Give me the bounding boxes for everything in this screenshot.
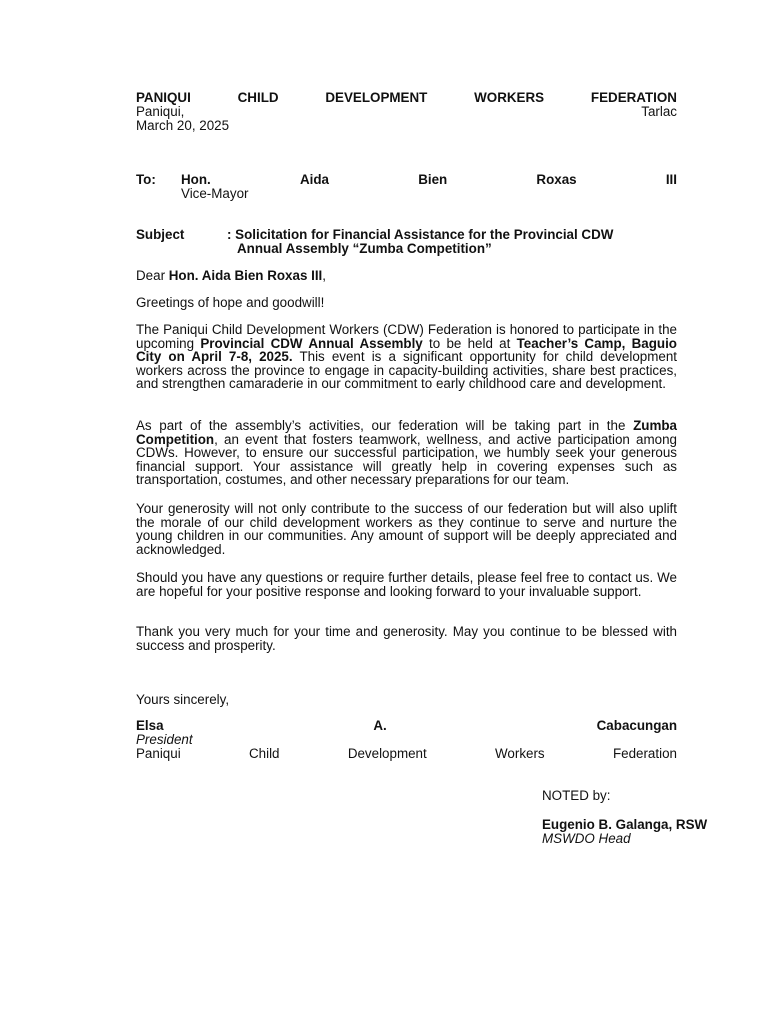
noted-title: MSWDO Head <box>542 831 631 846</box>
signatory-org-word: Development <box>347 746 427 761</box>
subject-line-1: : Solicitation for Financial Assistance for the Provincial CDW <box>227 227 614 242</box>
recipient-name <box>181 173 677 187</box>
recipient-word: III <box>665 172 677 187</box>
signatory-name <box>136 719 677 733</box>
signatory-org-word: Paniqui <box>136 746 181 761</box>
signatory-word: Cabacungan <box>596 718 677 733</box>
salutation <box>136 269 326 283</box>
paragraph-bold: Zumba Competition <box>136 418 677 447</box>
address-line <box>136 105 677 119</box>
paragraph-2 <box>136 419 677 487</box>
paragraph-bold: Provincial CDW Annual Assembly <box>200 335 423 351</box>
signatory-org-word: Federation <box>612 746 677 761</box>
org-word: PANIQUI <box>136 90 191 105</box>
recipient-word: Aida <box>299 172 329 187</box>
recipient-position: Vice-Mayor <box>181 186 249 201</box>
paragraph-text: As part of the assembly’s activities, our federation will be taking part in the <box>136 418 634 433</box>
to-label: To: <box>136 172 156 187</box>
salutation-suffix: , <box>322 268 327 283</box>
paragraph-text: , an event that fosters teamwork, wellness, and active participation among CDWs. However, to ensure our successful participation, we humbly seek your generous financial support. Your assistance will greatly help in covering expenses such as transportation, costumes, and other necessary preparations for our team. <box>136 431 677 488</box>
signatory-word: A. <box>373 718 387 733</box>
org-header <box>136 91 677 105</box>
signatory-org-word: Child <box>248 746 280 761</box>
letter-date: March 20, 2025 <box>136 118 230 133</box>
paragraph-text: to be held at <box>422 335 517 351</box>
org-word: DEVELOPMENT <box>325 90 428 105</box>
salutation-name: Hon. Aida Bien Roxas III <box>168 268 323 283</box>
paragraph-text: The Paniqui Child Development Workers (CDW) Federation is honored to participate in the upcoming <box>136 322 677 351</box>
recipient-word: Bien <box>418 172 448 187</box>
closing: Yours sincerely, <box>136 692 230 707</box>
recipient-word: Roxas <box>536 172 577 187</box>
noted-label: NOTED by: <box>542 788 611 803</box>
greeting: Greetings of hope and goodwill! <box>136 295 325 310</box>
paragraph-3: Your generosity will not only contribute to the success of our federation but will also uplift the morale of our child development workers as they continue to serve and nurture the young children in our communities. Any amount of support will be deeply appreciated and acknowledged. <box>136 501 677 557</box>
org-word: CHILD <box>237 90 279 105</box>
signatory-org <box>136 747 677 761</box>
noted-name: Eugenio B. Galanga, RSW <box>542 817 708 832</box>
province: Tarlac <box>641 104 677 119</box>
recipient-word: Hon. <box>181 172 211 187</box>
paragraph-text: This event is a significant opportunity for child development workers across the province to engage in capacity-building activities, share best practices, and strengthen camaraderie in our commitment to early childhood care and development. <box>136 349 677 392</box>
org-word: FEDERATION <box>590 90 677 105</box>
paragraph-1 <box>136 323 677 391</box>
paragraph-4: Should you have any questions or require further details, please feel free to contact us. We are hopeful for your positive response and looking forward to your invaluable support. <box>136 570 677 599</box>
signatory-word: Elsa <box>136 718 164 733</box>
org-word: WORKERS <box>474 90 545 105</box>
paragraph-5: Thank you very much for your time and generosity. May you continue to be blessed with success and prosperity. <box>136 624 677 653</box>
city: Paniqui, <box>136 104 185 119</box>
signatory-org-word: Workers <box>495 746 545 761</box>
signatory-title: President <box>136 732 193 747</box>
subject-label: Subject <box>136 227 185 242</box>
paragraph-bold: Teacher’s Camp, Baguio City on April 7-8, 2025. <box>136 335 677 365</box>
salutation-prefix: Dear <box>136 268 169 283</box>
subject-line-2: Annual Assembly “Zumba Competition” <box>237 241 492 256</box>
